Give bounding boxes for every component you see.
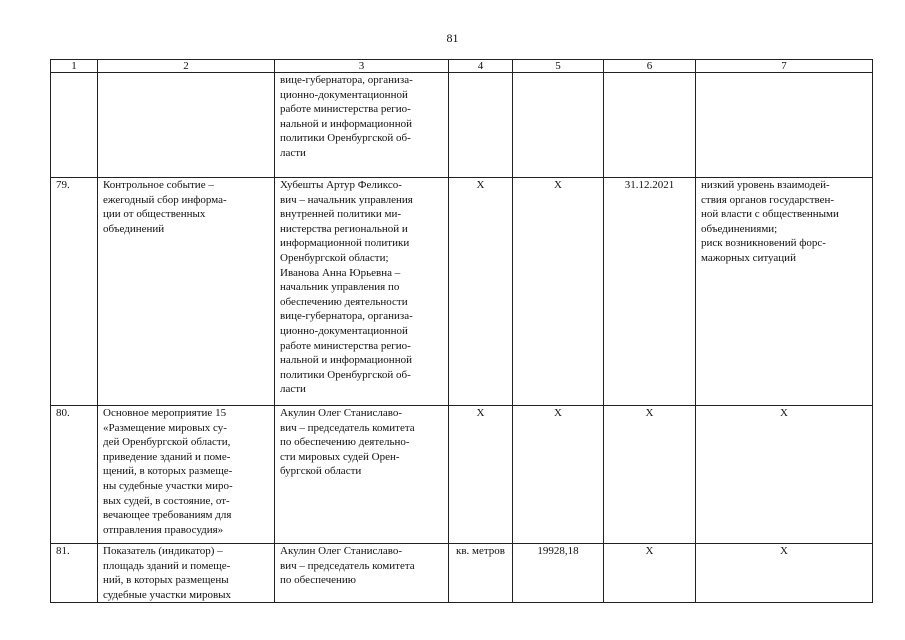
table-row: [51, 406, 873, 544]
risk: Х: [696, 406, 873, 544]
activity-name: [98, 73, 275, 178]
column-header: 6: [604, 60, 696, 73]
responsible-person: Акулин Олег Станиславо- вич – председатель комитета по обеспечению деятельно- сти мировых судей Орен- бургской области: [275, 406, 449, 544]
unit: [449, 73, 513, 178]
unit: Х: [449, 178, 513, 406]
responsible-person: Хубешты Артур Феликсо- вич – начальник управления внутренней политики ми- нистерства региональной и информационной политики Оренбургской области; Иванова Анна Юрьевна – начальник управления по обеспечению деятельности вице-губернатора, организа- ционно-документационной работе министерства регио- нальной и информационной политики Оренбургской об- ласти: [275, 178, 449, 406]
deadline: Х: [604, 544, 696, 603]
row-number: 81.: [51, 544, 98, 603]
unit: кв. метров: [449, 544, 513, 603]
risk: Х: [696, 544, 873, 603]
activity-name: Контрольное событие – ежегодный сбор информа- ции от общественных объединений: [98, 178, 275, 406]
deadline: Х: [604, 406, 696, 544]
column-header: 1: [51, 60, 98, 73]
column-header: 7: [696, 60, 873, 73]
header-row: [51, 60, 873, 73]
data-table: [50, 59, 873, 603]
deadline: [604, 73, 696, 178]
row-number: 79.: [51, 178, 98, 406]
unit: Х: [449, 406, 513, 544]
row-number: [51, 73, 98, 178]
responsible-person: вице-губернатора, организа- ционно-документационной работе министерства регио- нальной и информационной политики Оренбургской об- ласти: [275, 73, 449, 178]
table-row: [51, 544, 873, 603]
activity-name: Основное мероприятие 15 «Размещение мировых су- дей Оренбургской области, приведение зданий и поме- щений, в которых размеще- ны судебные участки миро- вых судей, в состояние, от- вечающее требованиям для отправления правосудия»: [98, 406, 275, 544]
activity-name: Показатель (индикатор) – площадь зданий и помеще- ний, в которых размещены судебные участки мировых: [98, 544, 275, 603]
column-header: 4: [449, 60, 513, 73]
risk: низкий уровень взаимодей- ствия органов государствен- ной власти с общественными объединениями; риск возникновений форс- мажорных ситуаций: [696, 178, 873, 406]
value: Х: [513, 178, 604, 406]
value: Х: [513, 406, 604, 544]
table-row: [51, 73, 873, 178]
responsible-person: Акулин Олег Станиславо- вич – председатель комитета по обеспечению: [275, 544, 449, 603]
page-number: 81: [446, 31, 459, 45]
column-header: 5: [513, 60, 604, 73]
risk: [696, 73, 873, 178]
row-number: 80.: [51, 406, 98, 544]
value: 19928,18: [513, 544, 604, 603]
value: [513, 73, 604, 178]
column-header: 2: [98, 60, 275, 73]
deadline: 31.12.2021: [604, 178, 696, 406]
table-row: [51, 178, 873, 406]
column-header: 3: [275, 60, 449, 73]
